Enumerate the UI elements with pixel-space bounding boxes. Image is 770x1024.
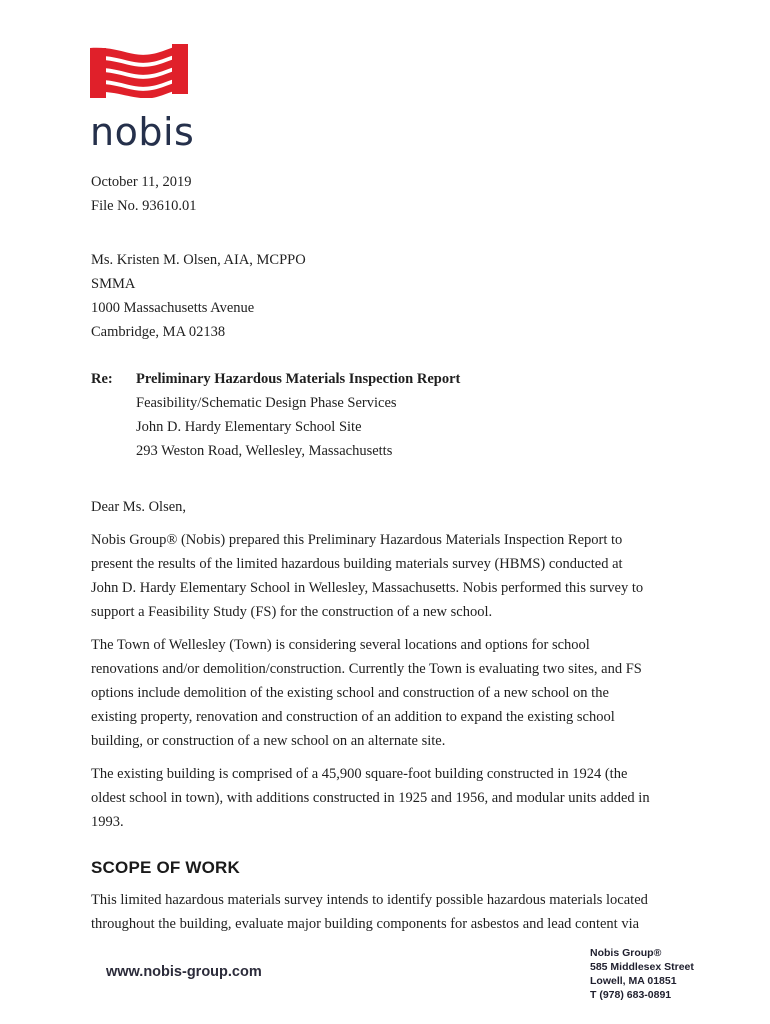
paragraph-line: building, or construction of a new school on an alternate site. [91, 733, 446, 749]
nobis-logo-mark-icon [90, 44, 188, 98]
re-block [91, 367, 691, 463]
paragraph-line: options include demolition of the existing school and construction of a new school on the [91, 685, 609, 701]
logo-wordmark: nobis [90, 110, 195, 154]
recipient-address [91, 248, 691, 344]
footer-address [590, 946, 694, 1002]
paragraph-line: oldest school in town), with additions constructed in 1925 and 1956, and modular units added in [91, 790, 650, 806]
paragraph-scope [91, 888, 691, 936]
section-heading-scope: SCOPE OF WORK [91, 858, 240, 877]
paragraph-line: throughout the building, evaluate major building components for asbestos and lead content via [91, 916, 640, 932]
salutation: Dear Ms. Olsen, [91, 499, 187, 515]
re-title: Preliminary Hazardous Materials Inspection Report [136, 371, 461, 387]
paragraph-line: support a Feasibility Study (FS) for the construction of a new school. [91, 604, 493, 620]
paragraph-town [91, 633, 691, 753]
recipient-street: 1000 Massachusetts Avenue [91, 300, 255, 316]
paragraph-line: This limited hazardous materials survey intends to identify possible hazardous materials located [91, 892, 648, 908]
paragraph-line: present the results of the limited hazardous building materials survey (HBMS) conducted at [91, 556, 623, 572]
footer-phone: T (978) 683-0891 [590, 989, 672, 1001]
recipient-company: SMMA [91, 276, 136, 292]
paragraph-building [91, 762, 691, 834]
paragraph-line: 1993. [91, 814, 124, 830]
footer-city: Lowell, MA 01851 [590, 975, 677, 987]
paragraph-line: Nobis Group® (Nobis) prepared this Preliminary Hazardous Materials Inspection Report to [91, 532, 623, 548]
letter-date: October 11, 2019 [91, 174, 192, 190]
re-label: Re: [91, 371, 113, 387]
letter-meta [91, 170, 691, 218]
re-line: 293 Weston Road, Wellesley, Massachusetts [136, 443, 393, 459]
paragraph-line: existing property, renovation and construction of an addition to expand the existing school [91, 709, 615, 725]
paragraph-line: The existing building is comprised of a 45,900 square-foot building constructed in 1924 (the [91, 766, 628, 782]
footer-company: Nobis Group® [590, 947, 662, 959]
paragraph-line: renovations and/or demolition/construction. Currently the Town is evaluating two sites, and FS [91, 661, 642, 677]
paragraph-intro [91, 528, 691, 624]
re-line: Feasibility/Schematic Design Phase Services [136, 395, 397, 411]
recipient-city: Cambridge, MA 02138 [91, 324, 226, 340]
file-number: File No. 93610.01 [91, 198, 197, 214]
re-line: John D. Hardy Elementary School Site [136, 419, 362, 435]
paragraph-line: The Town of Wellesley (Town) is considering several locations and options for school [91, 637, 590, 653]
paragraph-line: John D. Hardy Elementary School in Wellesley, Massachusetts. Nobis performed this survey to [91, 580, 644, 596]
nobis-logo [90, 44, 195, 154]
footer-street: 585 Middlesex Street [590, 961, 694, 973]
footer-website-link[interactable]: www.nobis-group.com [106, 964, 262, 980]
recipient-name: Ms. Kristen M. Olsen, AIA, MCPPO [91, 252, 306, 268]
